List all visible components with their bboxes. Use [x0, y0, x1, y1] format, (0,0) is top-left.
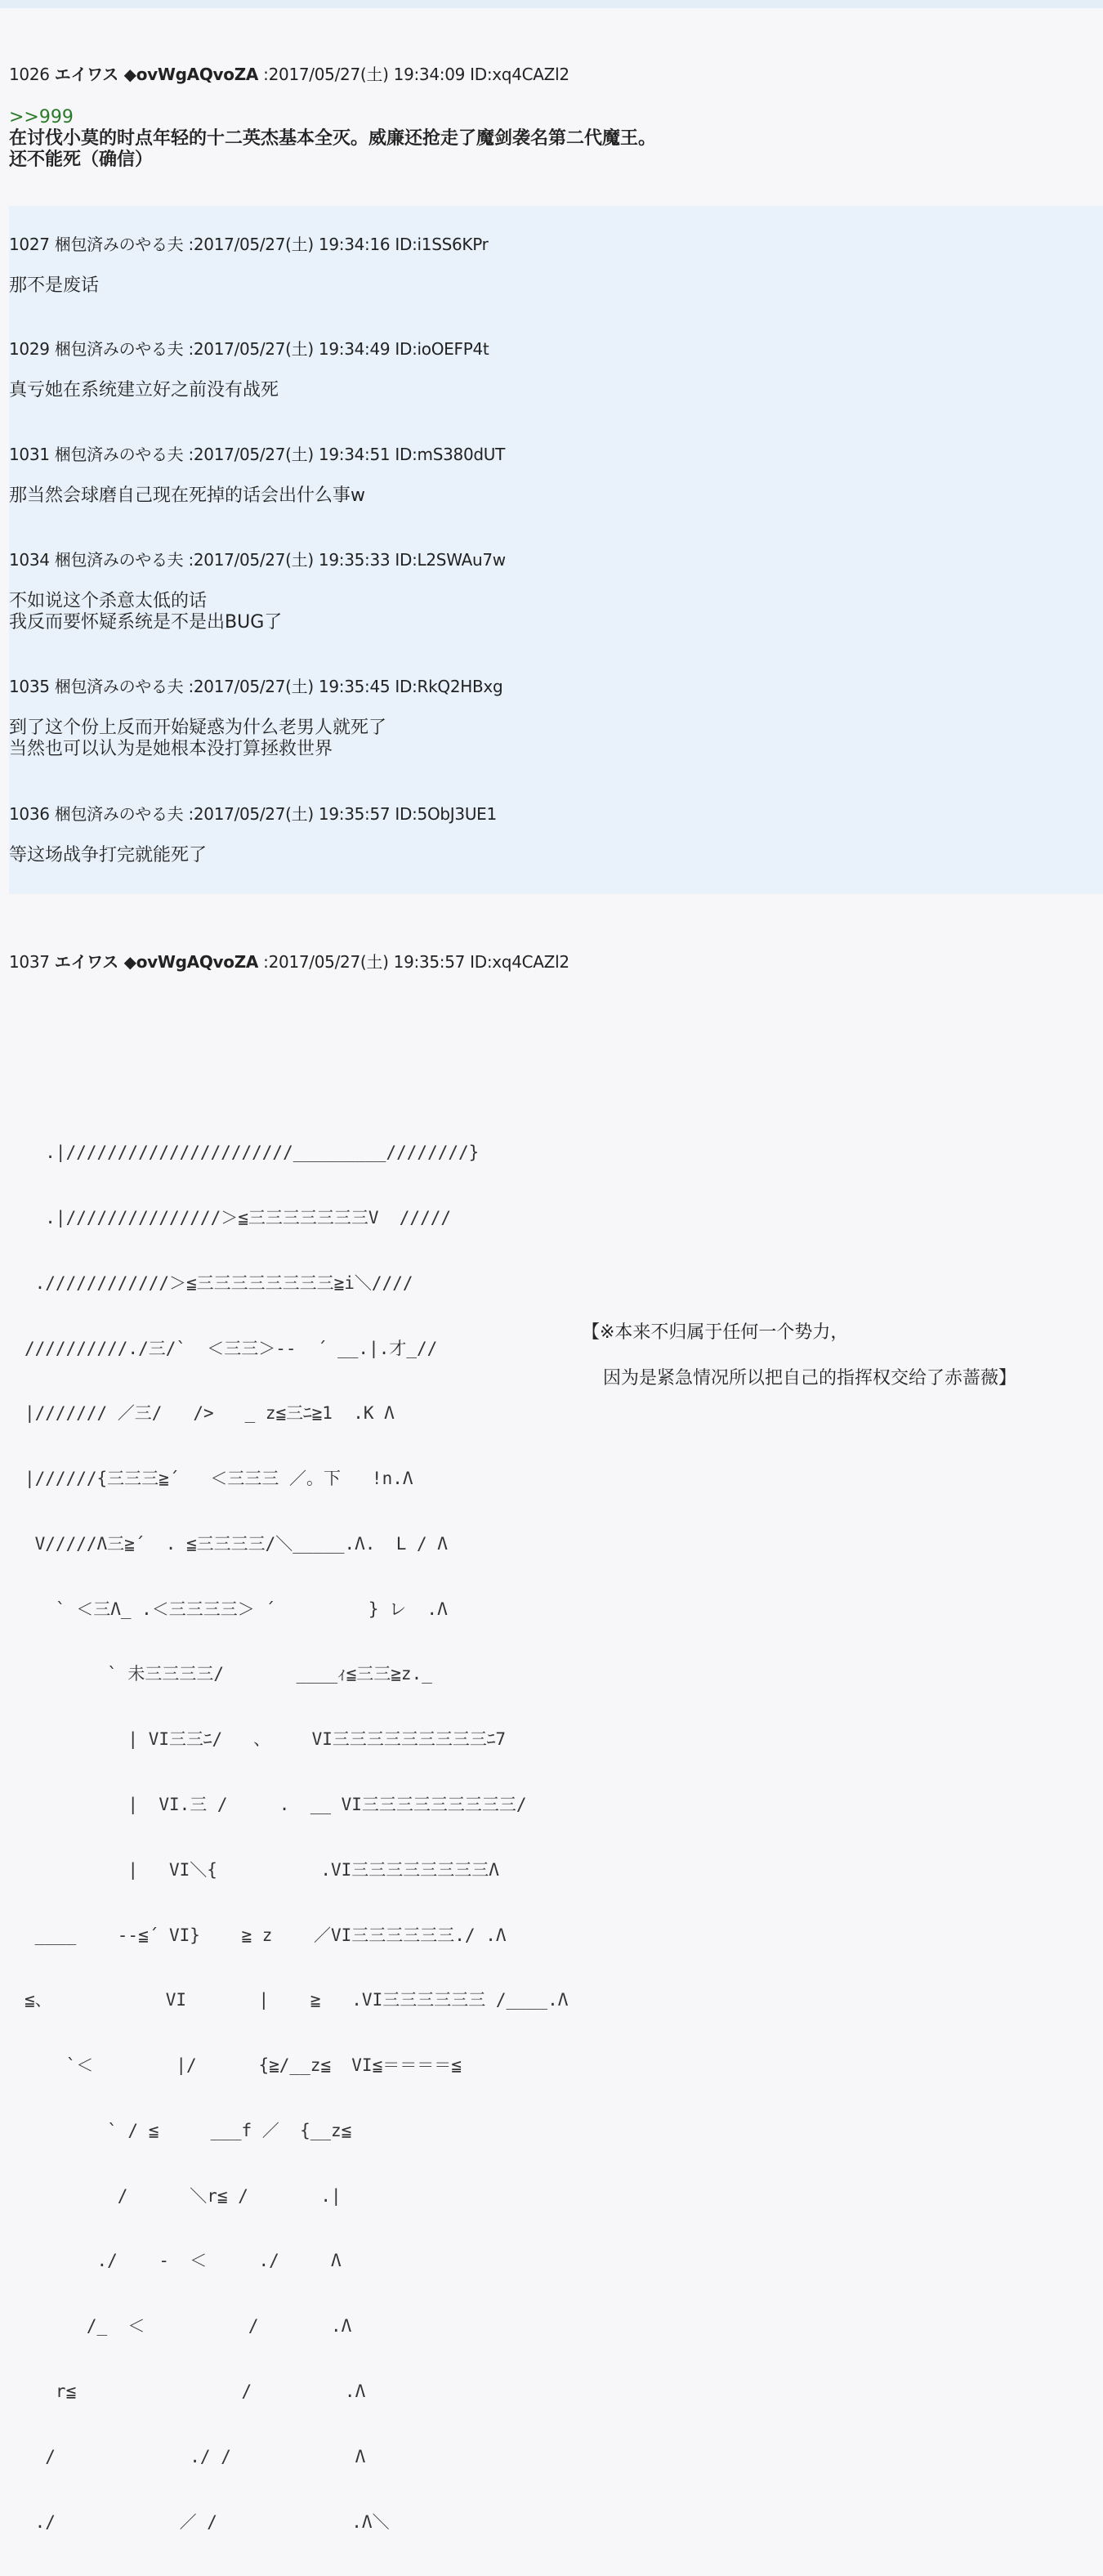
post-line: 在讨伐小莫的时点年轻的十二英杰基本全灭。威廉还抢走了魔剑袭名第二代魔王。	[9, 128, 657, 149]
post-header-1037	[9, 952, 569, 972]
top-strip	[0, 0, 1103, 8]
post-line: 那当然会球磨自己现在死掉的话会出什么事w	[9, 485, 365, 506]
post-number[interactable]: 1035	[9, 677, 50, 696]
post-body-1031	[9, 485, 365, 507]
post-body-1036	[9, 845, 207, 866]
post-number[interactable]: 1031	[9, 445, 50, 464]
post-line: 不如说这个杀意太低的话	[9, 591, 208, 611]
poster-name: エイワス ◆ovWgAQvoZA	[54, 65, 259, 84]
post-header-1026	[9, 65, 569, 84]
ascii-art-line: |//////{三三三≧´ ＜三三三 ／。下 !n.Λ	[25, 1469, 413, 1489]
post-number[interactable]: 1026	[9, 65, 50, 84]
post-meta: :2017/05/27(土) 19:35:57 ID:xq4CAZl2	[263, 952, 569, 972]
ascii-art-line: ` / ≦ ___f ／ {__z≦	[25, 2120, 352, 2140]
ascii-art-line: |/////// ／三/ /> _ z≦三ﾆ≧1 .K Λ	[25, 1403, 395, 1424]
post-number[interactable]: 1037	[9, 952, 50, 972]
ascii-art-line: | VI三三ﾆ/ 、 VI三三三三三三三三三ﾆ7	[25, 1729, 507, 1750]
poster-name: 梱包済みのやる夫	[54, 550, 184, 570]
poster-name: 梱包済みのやる夫	[54, 677, 184, 696]
side-note-line-1: 【※本来不归属于任何一个势力，	[582, 1322, 849, 1343]
post-line: 当然也可以认为是她根本没打算拯救世界	[9, 739, 333, 759]
ascii-art-line: /_ ＜ / .Λ	[25, 2316, 352, 2337]
ascii-art-line: ./ ／ / .Λ＼	[25, 2511, 390, 2532]
poster-name: 梱包済みのやる夫	[54, 804, 184, 824]
ascii-art-line: .////////////＞≦三三三三三三三三≧i＼////	[25, 1272, 413, 1293]
post-body-1029	[9, 380, 279, 401]
ascii-art-line: ` ＜三Λ_ .＜三三三三＞ ´ } レ .Λ	[25, 1599, 448, 1619]
ascii-art-line: ≦、 VI | ≧ .VI三三三三三三 /____.Λ	[25, 1990, 569, 2010]
post-meta: :2017/05/27(土) 19:34:51 ID:mS380dUT	[188, 445, 506, 464]
side-note-line-2: 因为是紧急情况所以把自己的指挥权交给了赤蔷薇】	[603, 1368, 1017, 1389]
ascii-art-line: .|///////////////＞≦三三三三三三三V /////	[25, 1207, 452, 1228]
ascii-art-line: | VI＼{ .VI三三三三三三三三Λ	[25, 1859, 499, 1880]
post-line: 真亏她在系统建立好之前没有战死	[9, 380, 279, 400]
post-meta: :2017/05/27(土) 19:34:09 ID:xq4CAZl2	[263, 65, 569, 84]
ascii-art-line: / ＼r≦ / .|	[25, 2185, 342, 2206]
poster-name: 梱包済みのやる夫	[54, 445, 184, 464]
post-body-1035	[9, 718, 386, 760]
ascii-art-line: / ./ / Λ	[25, 2446, 366, 2466]
poster-name: 梱包済みのやる夫	[54, 339, 184, 359]
post-header-1031	[9, 445, 505, 464]
ascii-art-line: ____ --≦´ VI} ≧ z ／VI三三三三三三./ .Λ	[25, 1925, 507, 1945]
post-line: 到了这个份上反而开始疑惑为什么老男人就死了	[9, 718, 387, 738]
post-header-1036	[9, 804, 497, 824]
post-number[interactable]: 1036	[9, 804, 50, 824]
ascii-art-line: .|//////////////////////_________////////}	[25, 1143, 480, 1163]
post-header-1034	[9, 550, 506, 570]
ascii-art-line: V/////Λ三≧´ . ≦三三三三/＼_____.Λ. L / Λ	[25, 1533, 448, 1554]
post-number[interactable]: 1027	[9, 235, 50, 254]
post-body-1027	[9, 275, 99, 297]
post-header-1035	[9, 677, 502, 696]
ascii-art-line: //////////./三/` ＜三三＞-‐ ´ __.|.才_//	[25, 1338, 438, 1358]
post-meta: :2017/05/27(土) 19:35:33 ID:L2SWAu7w	[188, 550, 506, 570]
ascii-art-line: | VI.三 / . __ VI三三三三三三三三三/	[25, 1795, 527, 1814]
post-meta: :2017/05/27(土) 19:35:57 ID:5ObJ3UE1	[188, 804, 497, 824]
post-meta: :2017/05/27(土) 19:34:16 ID:i1SS6KPr	[188, 235, 489, 254]
reply-anchor-link[interactable]: >>999	[9, 107, 74, 127]
post-number[interactable]: 1034	[9, 550, 50, 570]
post-line: 我反而要怀疑系统是不是出BUG了	[9, 612, 283, 633]
poster-name: 梱包済みのやる夫	[54, 235, 184, 254]
ascii-art-line: ./ - ＜ ./ Λ	[25, 2251, 342, 2271]
ascii-art-line: ` 未三三三三/ ____ｨ≦三三≧z._	[25, 1664, 432, 1684]
post-line: 那不是废话	[9, 275, 100, 296]
post-line: 等这场战争打完就能死了	[9, 845, 208, 865]
post-line: 还不能死（确信）	[9, 150, 154, 170]
ascii-art-line: `＜ |/ {≧/__z≦ VI≦＝＝＝＝≦	[25, 2055, 462, 2076]
poster-name: エイワス ◆ovWgAQvoZA	[54, 952, 259, 972]
post-header-1027	[9, 235, 489, 254]
ascii-art	[25, 1098, 568, 2576]
post-header-1029	[9, 339, 489, 359]
post-number[interactable]: 1029	[9, 339, 50, 359]
post-body-1026	[9, 107, 656, 171]
post-meta: :2017/05/27(土) 19:35:45 ID:RkQ2HBxg	[188, 677, 503, 696]
ascii-art-line: r≦ / .Λ	[25, 2381, 366, 2402]
post-body-1034	[9, 591, 282, 633]
post-meta: :2017/05/27(土) 19:34:49 ID:ioOEFP4t	[188, 339, 489, 359]
